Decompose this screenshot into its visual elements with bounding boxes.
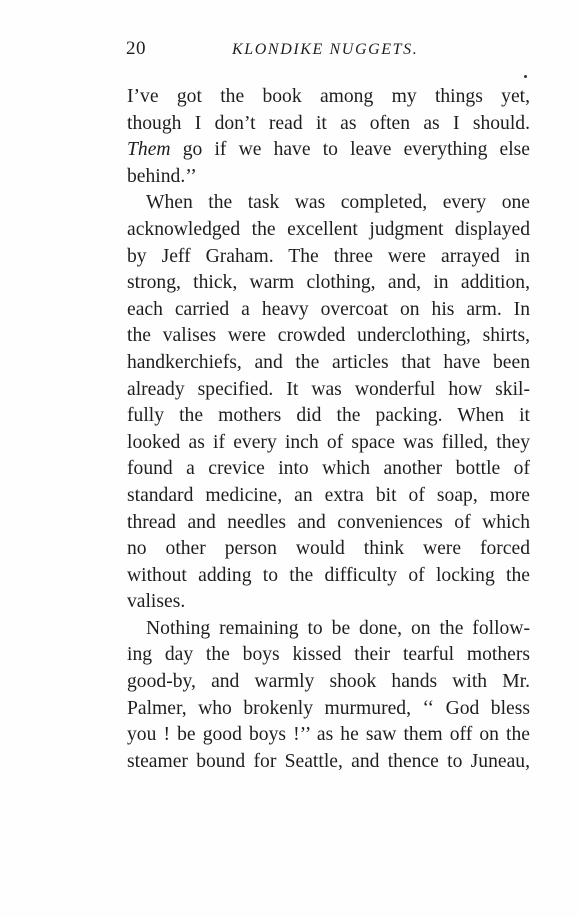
page-number: 20	[126, 38, 146, 59]
text-line: ing day the boys kissed their tearful mothers	[127, 644, 530, 666]
text-line: found a crevice into which another bottle of	[127, 458, 530, 480]
text-line: without adding to the difficulty of locking the	[127, 564, 530, 586]
text-line: by Jeff Graham. The three were arrayed in	[127, 245, 530, 267]
text-line: handkerchiefs, and the articles that have been	[127, 351, 530, 373]
print-speck	[524, 75, 527, 78]
text-line: steamer bound for Seattle, and thence to Juneau,	[127, 750, 530, 772]
text-line: thread and needles and conveniences of which	[127, 511, 530, 533]
emphasized-word: Them	[127, 139, 171, 161]
running-title: KLONDIKE NUGGETS.	[232, 41, 419, 58]
text-line: behind.’’	[127, 165, 197, 187]
text-line: fully the mothers did the packing. When it	[127, 405, 530, 427]
text-line: each carried a heavy overcoat on his arm. In	[127, 298, 530, 320]
paragraph-2	[127, 190, 530, 616]
text-line: you ! be good boys !’’ as he saw them off on the	[127, 724, 530, 746]
text-line: already specified. It was wonderful how skil-	[127, 378, 530, 400]
text-line: standard medicine, an extra bit of soap, more	[127, 484, 530, 506]
text-line: I’ve got the book among my things yet,	[127, 86, 530, 107]
body-text	[127, 84, 530, 775]
text-line: strong, thick, warm clothing, and, in addition,	[127, 272, 530, 294]
paragraph-1	[127, 84, 530, 190]
text-line: acknowledged the excellent judgment displayed	[127, 218, 530, 240]
text-line: though I don’t read it as often as I should.	[127, 112, 530, 134]
text-line: Nothing remaining to be done, on the follow-	[146, 617, 530, 639]
text-line: the valises were crowded underclothing, shirts,	[127, 325, 530, 347]
text-line: no other person would think were forced	[127, 538, 530, 560]
paragraph-3	[127, 616, 530, 776]
text-line: When the task was completed, every one	[146, 192, 530, 214]
text-line: valises.	[127, 591, 186, 613]
text-line: good-by, and warmly shook hands with Mr.	[127, 671, 530, 693]
text-line	[127, 137, 530, 164]
text-run: go if we have to leave everything else	[170, 139, 530, 161]
text-line: looked as if every inch of space was filled, they	[127, 431, 530, 453]
running-header	[120, 38, 560, 62]
text-line: Palmer, who brokenly murmured, ‘‘ God bless	[127, 697, 530, 719]
